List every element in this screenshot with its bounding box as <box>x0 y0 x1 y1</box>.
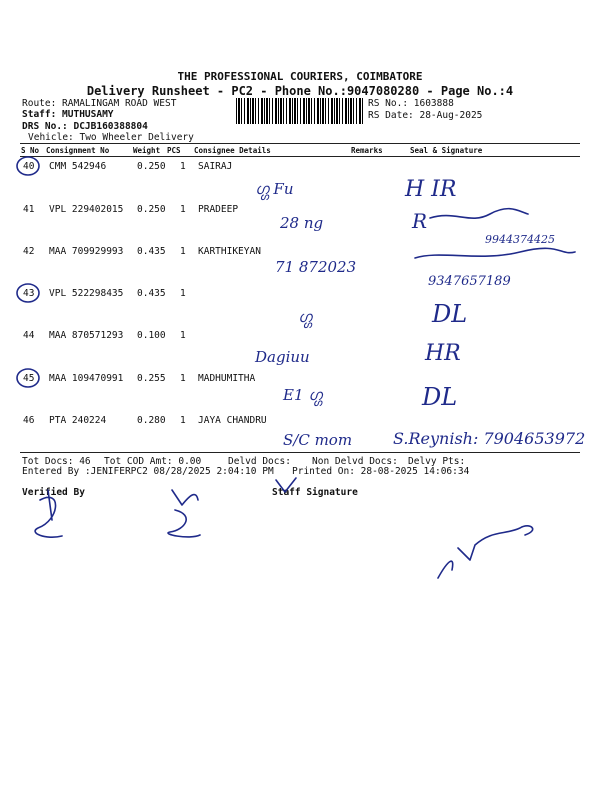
hw-r41-scribble <box>430 209 528 219</box>
hw-r43-remark: ഗ്ഗ <box>298 308 312 326</box>
col-seal: Seal & Signature <box>410 146 483 155</box>
row-weight: 0.280 <box>137 415 166 426</box>
row-weight: 0.100 <box>137 330 166 341</box>
row-weight: 0.250 <box>137 204 166 215</box>
row-consignment: VPL 229402015 <box>49 204 124 215</box>
col-consignment: Consignment No <box>46 146 110 155</box>
hw-r42-phone: 9347657189 <box>428 274 511 289</box>
row-sno: 43 <box>23 288 35 299</box>
non-delvd-docs: Non Delvd Docs: <box>312 456 398 467</box>
row-consignment: MAA 109470991 <box>49 373 124 384</box>
row-weight: 0.435 <box>137 288 166 299</box>
row-consignment: VPL 522298435 <box>49 288 124 299</box>
row-sno: 42 <box>23 246 35 257</box>
hw-r45-sign: DL <box>422 383 458 411</box>
hw-r40-remark: ഗ്ഗ Fu <box>255 180 294 198</box>
company-title: THE PROFESSIONAL COURIERS, COIMBATORE <box>177 70 423 83</box>
staff: Staff: MUTHUSAMY <box>22 109 114 120</box>
printed-on: Printed On: 28-08-2025 14:06:34 <box>292 466 470 477</box>
row-sno: 45 <box>23 373 35 384</box>
hw-r42-remark: 71 872023 <box>275 258 357 276</box>
header-rule-bottom <box>20 156 580 157</box>
tot-cod: Tot COD Amt: 0.00 <box>104 456 202 467</box>
row-pcs: 1 <box>180 161 186 172</box>
hw-r46-remark: S/C mom <box>283 431 353 449</box>
row-consignee: JAYA CHANDRU <box>198 415 267 426</box>
footer-rule <box>20 452 580 453</box>
col-consignee: Consignee Details <box>194 146 271 155</box>
delvy-pts: Delvy Pts: <box>408 456 466 467</box>
row-consignment: MAA 709929993 <box>49 246 124 257</box>
row-pcs: 1 <box>180 246 186 257</box>
col-pcs: PCS <box>167 146 181 155</box>
row-consignment: CMM 542946 <box>49 161 107 172</box>
col-sno: S No <box>21 146 40 155</box>
row-consignee: SAIRAJ <box>198 161 233 172</box>
row-pcs: 1 <box>180 204 186 215</box>
row-pcs: 1 <box>180 288 186 299</box>
hw-r40-sign: H IR <box>405 177 457 202</box>
staff-signature: Staff Signature <box>272 487 358 498</box>
col-weight: Weight <box>133 146 161 155</box>
row-consignee: MADHUMITHA <box>198 373 256 384</box>
rs-date: RS Date: 28-Aug-2025 <box>368 110 483 121</box>
row-weight: 0.250 <box>137 161 166 172</box>
drs-no: DRS No.: DCJB160388804 <box>22 121 148 132</box>
row-pcs: 1 <box>180 373 186 384</box>
second-signature <box>168 490 200 537</box>
hw-r41-sign: R <box>412 209 428 233</box>
row-sno: 40 <box>23 161 35 172</box>
staff-signature-scribble <box>438 526 533 578</box>
row-pcs: 1 <box>180 415 186 426</box>
row-sno: 46 <box>23 415 35 426</box>
row-consignment: MAA 870571293 <box>49 330 124 341</box>
hw-r42-scribble <box>415 248 575 258</box>
route: Route: RAMALINGAM ROAD WEST <box>22 98 177 109</box>
row-consignee: KARTHIKEYAN <box>198 246 261 257</box>
row-consignee: PRADEEP <box>198 204 239 215</box>
row-consignment: PTA 240224 <box>49 415 107 426</box>
row-pcs: 1 <box>180 330 186 341</box>
hw-r44-remark: Dagiuu <box>255 348 310 366</box>
col-remarks: Remarks <box>351 146 383 155</box>
delvd-docs: Delvd Docs: <box>228 456 291 467</box>
tot-docs: Tot Docs: 46 <box>22 456 91 467</box>
barcode <box>236 98 364 124</box>
hw-r46-sign: S.Reynish: 7904653972 <box>393 429 586 448</box>
rs-no: RS No.: 1603888 <box>368 98 454 109</box>
hw-r43-sign: DL <box>432 300 468 328</box>
row-sno: 41 <box>23 204 35 215</box>
hw-r42-phone-top: 9944374425 <box>485 233 555 246</box>
verified-by: Verified By <box>22 487 85 498</box>
entered-by: Entered By :JENIFERPC2 08/28/2025 2:04:10 PM <box>22 466 274 477</box>
vehicle: Vehicle: Two Wheeler Delivery <box>28 132 194 143</box>
runsheet-subtitle: Delivery Runsheet - PC2 - Phone No.:9047080280 - Page No.:4 <box>86 84 514 98</box>
hw-r45-remark: E1 ഗ്ഗ <box>283 386 322 404</box>
hw-r44-sign: HR <box>425 341 461 366</box>
row-sno: 44 <box>23 330 35 341</box>
hw-r41-remark: 28 ng <box>280 214 324 232</box>
header-rule-top <box>20 143 580 144</box>
row-weight: 0.255 <box>137 373 166 384</box>
row-weight: 0.435 <box>137 246 166 257</box>
